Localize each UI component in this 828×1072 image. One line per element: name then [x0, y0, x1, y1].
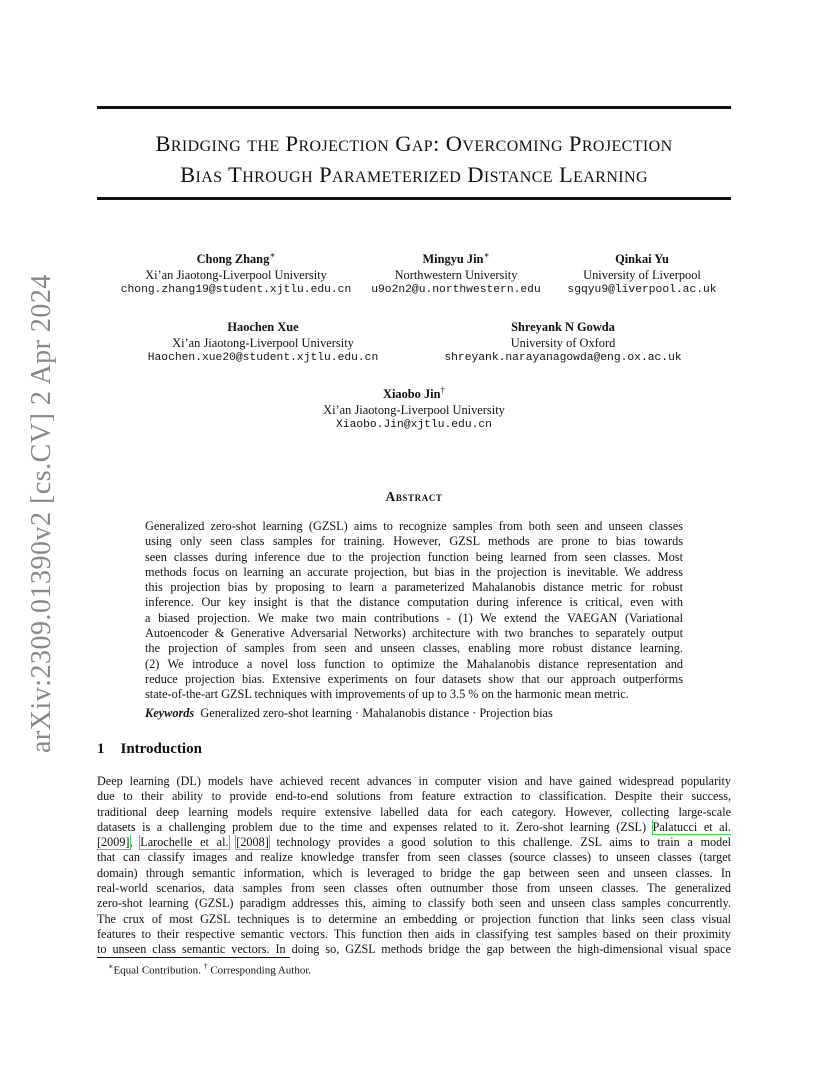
keywords-label: Keywords	[145, 706, 195, 720]
author-name: Xiaobo Jin†	[383, 385, 445, 402]
abstract-line: a biased projection. We make two main contributions - (1) We extend the VAEGAN (Variational	[145, 610, 683, 625]
author-name: Mingyu Jin∗	[422, 250, 490, 267]
citation-link[interactable]: [2008]	[236, 835, 269, 850]
title-bottom-rule	[97, 197, 731, 200]
abstract-body	[145, 519, 683, 703]
body-line: Deep learning (DL) models have achieved recent advances in computer vision and have gained widespread popularity	[97, 774, 731, 788]
abstract-line: inference. Our key insight is that the distance computation during inference is critical, even with	[145, 595, 683, 610]
body-line: that can classify images and realize knowledge transfer from seen classes (source classes) to unseen classes (target	[97, 850, 731, 865]
author-email[interactable]: chong.zhang19@student.xjtlu.edu.cn	[120, 284, 352, 297]
author-email[interactable]: Xiaobo.Jin@xjtlu.edu.cn	[336, 419, 492, 432]
author-block	[132, 316, 394, 367]
citation-link[interactable]: [2009]	[97, 835, 130, 850]
introduction-body	[97, 774, 731, 958]
author-affiliation: University of Oxford	[510, 335, 616, 350]
body-line: real-world scenarios, data samples from seen classes often outnumber those from unseen classes. The generalized	[97, 881, 731, 896]
citation-link[interactable]: Larochelle et al.	[140, 835, 229, 850]
body-line: The crux of most GZSL techniques is to determine an embedding or projection function that links seen class visual	[97, 911, 731, 926]
keywords	[145, 706, 553, 721]
abstract-line: state-of-the-art GZSL techniques with improvements of up to 3.5 % on the harmonic mean metric.	[145, 687, 629, 702]
abstract-line: Autoencoder & Generative Adversarial Networks) architecture with two branches to separately output	[145, 626, 683, 641]
body-line: datasets is a challenging problem due to the time and expenses related to it. Zero-shot learning (ZSL) Palatucci et al.	[97, 819, 731, 834]
abstract-line: this projection bias by proposing to learn a parameterized Mahalanobis distance metric for robust	[145, 580, 683, 595]
section-title: Introduction	[120, 741, 202, 757]
author-email[interactable]: u9o2n2@u.northwestern.edu	[371, 284, 541, 297]
author-email[interactable]: sgqyu9@liverpool.ac.uk	[567, 284, 717, 297]
abstract-line: (2) We introduce a novel loss function to optimize the Mahalanobis distance representation and	[145, 656, 683, 671]
footnote: ∗Equal Contribution. † Corresponding Author.	[108, 962, 312, 977]
keywords-text: Generalized zero-shot learning · Mahalanobis distance · Projection bias	[200, 706, 553, 720]
body-line: domain) through semantic information, which is leveraged to bridge the gap between seen and unseen classes. In	[97, 865, 731, 880]
section-number: 1	[97, 741, 105, 757]
author-affiliation: Northwestern University	[394, 267, 518, 282]
abstract-line: using only seen class samples for training. However, GZSL methods are prone to bias towards	[145, 534, 683, 549]
author-block	[106, 248, 366, 299]
title-top-rule	[97, 106, 731, 109]
author-block	[556, 248, 728, 299]
body-line: zero-shot learning (GZSL) paradigm addresses this, aiming to classify both seen and unseen class samples concurrently.	[97, 896, 731, 911]
arxiv-identifier: arXiv:2309.01390v2 [cs.CV] 2 Apr 2024	[26, 274, 57, 753]
author-block	[356, 248, 556, 299]
author-affiliation: University of Liverpool	[583, 267, 701, 282]
author-affiliation: Xi’an Jiaotong-Liverpool University	[323, 402, 505, 417]
author-name: Shreyank N Gowda	[511, 320, 615, 335]
author-block	[294, 383, 534, 434]
author-email[interactable]: Haochen.xue20@student.xjtlu.edu.cn	[147, 352, 379, 365]
author-affiliation: Xi’an Jiaotong-Liverpool University	[145, 267, 327, 282]
abstract-heading: Abstract	[385, 489, 443, 504]
abstract-line: reduce projection bias. Extensive experiments on four datasets show that our approach outperforms	[145, 671, 683, 686]
paper-title	[97, 128, 731, 190]
body-line: features to their respective semantic vectors. This function then aids in classifying test samples based on their proximity	[97, 926, 731, 941]
author-name: Qinkai Yu	[615, 252, 669, 267]
abstract-line: the projection of samples from seen and unseen classes, enabling more robust distance learning.	[145, 641, 683, 656]
citation-link[interactable]: Palatucci et al.	[652, 819, 731, 834]
author-block	[432, 316, 694, 367]
author-name: Haochen Xue	[227, 320, 299, 335]
body-line: to unseen class semantic vectors. In doing so, GZSL methods bridge the gap between the high-dimensional visual space	[97, 942, 731, 957]
author-email[interactable]: shreyank.narayanagowda@eng.ox.ac.uk	[444, 352, 682, 365]
footnote-rule	[97, 957, 290, 958]
body-line: [2009], Larochelle et al. [2008] technology provides a good solution to this challenge. ZSL aims to train a model	[97, 835, 731, 850]
section-heading	[97, 741, 202, 758]
author-affiliation: Xi’an Jiaotong-Liverpool University	[172, 335, 354, 350]
body-line: due to their ability to provide end-to-end solutions from feature extraction to classification. Despite their success,	[97, 789, 731, 804]
author-name: Chong Zhang∗	[196, 250, 276, 267]
abstract-line: methods focus on learning an accurate projection, but bias in the projection is inevitable. We address	[145, 564, 683, 579]
title-line-2: Bias Through Parameterized Distance Learning	[180, 162, 648, 187]
body-line: traditional deep learning models require extensive labelled data for each category. However, collecting large-scale	[97, 804, 731, 819]
title-line-1: Bridging the Projection Gap: Overcoming Projection	[155, 131, 673, 156]
abstract-line: seen classes during inference due to the projection function being learned from seen classes. Most	[145, 549, 683, 564]
abstract-line: Generalized zero-shot learning (GZSL) aims to recognize samples from both seen and unseen classes	[145, 519, 683, 533]
